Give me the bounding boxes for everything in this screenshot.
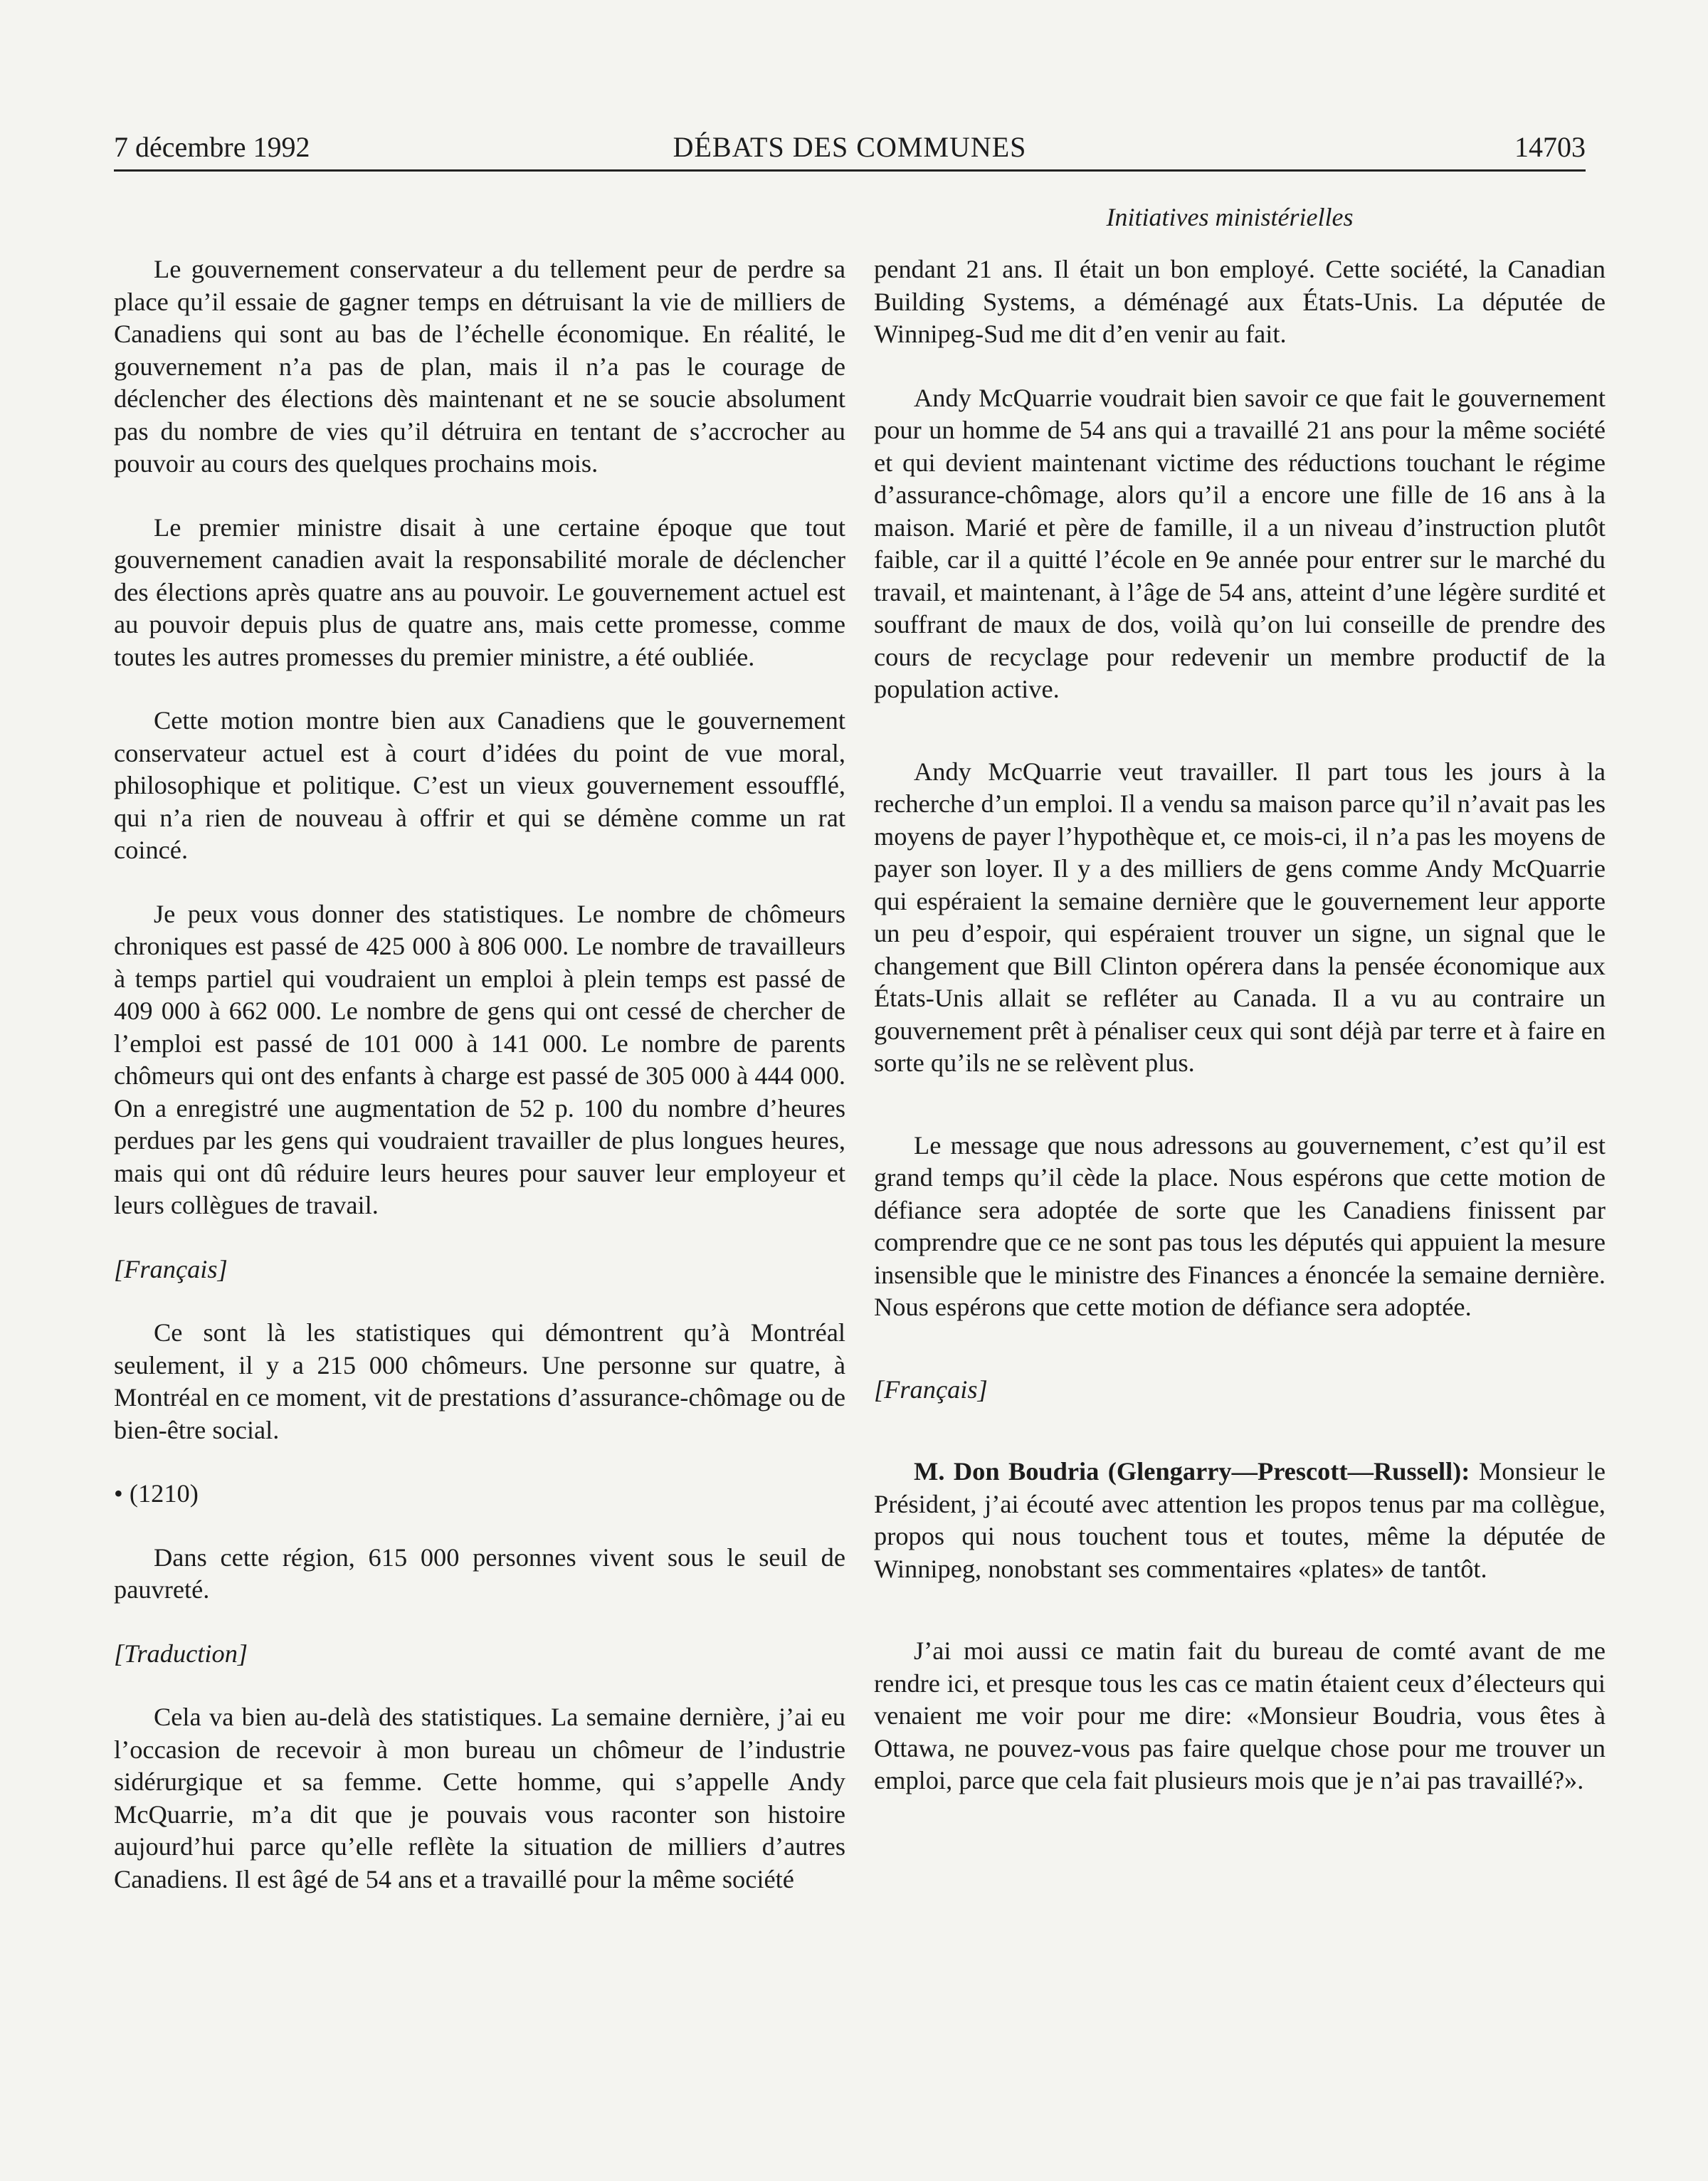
speaker-text: Monsieur le Président, j’ai écouté avec attention les propos tenus par ma collègue, propos qui nous touchent tous et toutes, même la députée de Winnipeg, nonobstant ses commentaires «plates» de tantôt. xyxy=(874,1457,1606,1583)
header-date: 7 décembre 1992 xyxy=(114,131,310,163)
speaker-paragraph xyxy=(874,1456,1606,1585)
paragraph: pendant 21 ans. Il était un bon employé. Cette société, la Canadian Building Systems, a déménagé aux États-Unis. La députée de Winnipeg-Sud me dit d’en venir au fait. xyxy=(874,255,1606,348)
paragraph: Andy McQuarrie veut travailler. Il part tous les jours à la recherche d’un emploi. Il a vendu sa maison parce qu’il n’avait pas les moyens de payer l’hypothèque et, ce mois-ci, il n’a pas les moyens de payer son loyer. Il y a des milliers de gens comme Andy McQuarrie qui espéraient la semaine dernière que le gouvernement leur apporte un peu d’espoir, qui espéraient trouver un signe, un signal que le changement que Bill Clinton opérera dans la pensée économique aux États-Unis allait se refléter au Canada. Il a vu au contraire un gouvernement prêt à pénaliser ceux qui sont déjà par terre et à faire en sorte qu’ils ne se relèvent plus. xyxy=(874,757,1606,1077)
page-header xyxy=(114,127,1586,168)
paragraph: Le premier ministre disait à une certaine époque que tout gouvernement canadien avait la responsabilité morale de déclencher des élections après quatre ans au pouvoir. Le gouvernement actuel est au pouvoir depuis plus de quatre ans, mais cette promesse, comme toutes les autres promesses du premier ministre, a été oubliée. xyxy=(114,513,845,671)
left-column xyxy=(114,253,845,1896)
paragraph: Andy McQuarrie voudrait bien savoir ce que fait le gouvernement pour un homme de 54 ans qui a travaillé 21 ans pour la même société et qui devient maintenant victime des réductions touchant le régime d’assurance-chômage, alors qu’il a encore une fille de 16 ans à la maison. Marié et père de famille, il a un niveau d’instruction plutôt faible, car il a quitté l’école en 9e année pour entrer sur le marché du travail, et maintenant, à l’âge de 54 ans, atteint d’une légère surdité et souffrant de maux de dos, voilà qu’on lui conseille de prendre des cours de recyclage pour redevenir un membre productif de la population active. xyxy=(874,383,1606,703)
paragraph: Ce sont là les statistiques qui démontrent qu’à Montréal seulement, il y a 215 000 chômeurs. Une personne sur quatre, à Montréal en ce moment, vit de prestations d’assurance-chômage ou de bien-être social. xyxy=(114,1318,845,1444)
paragraph: Le message que nous adressons au gouvernement, c’est qu’il est grand temps qu’il cède la place. Nous espérons que cette motion de défiance sera adoptée de sorte que les Canadiens finissent par comprendre que ce ne sont pas tous les députés qui appuient la mesure insensible que le ministre des Finances a énoncée la semaine dernière. Nous espérons que cette motion de défiance sera adoptée. xyxy=(874,1130,1606,1321)
language-tag: [Français] xyxy=(114,1254,228,1283)
right-column xyxy=(874,253,1606,1797)
time-mark: • (1210) xyxy=(114,1479,199,1508)
paragraph: J’ai moi aussi ce matin fait du bureau de comté avant de me rendre ici, et presque tous les cas ce matin étaient ceux d’électeurs qui venaient me voir pour me dire: «Monsieur Boudria, vous êtes à Ottawa, ne pouvez-vous pas faire quelque chose pour me trouver un emploi, parce que cela fait plusieurs mois que je n’ai pas travaillé?». xyxy=(874,1636,1606,1794)
header-page-number: 14703 xyxy=(1514,131,1586,163)
header-rule xyxy=(114,169,1586,172)
language-tag: [Français] xyxy=(874,1375,988,1404)
paragraph: Le gouvernement conservateur a du tellement peur de perdre sa place qu’il essaie de gagner temps en détruisant la vie de milliers de Canadiens qui sont au bas de l’échelle économique. En réalité, le gouvernement n’a pas de plan, mais il n’a pas le courage de déclencher des élections dès maintenant et ne se soucie absolument pas du nombre de vies qu’il détruira en tentant de s’accrocher au pouvoir au cours des quelques prochains mois. xyxy=(114,255,845,478)
paragraph: Cette motion montre bien aux Canadiens que le gouvernement conservateur actuel est à court d’idées du point de vue moral, philosophique et politique. C’est un vieux gouvernement essoufflé, qui n’a rien de nouveau à offrir et qui se démène comme un rat coincé. xyxy=(114,706,845,864)
paragraph: Cela va bien au-delà des statistiques. La semaine dernière, j’ai eu l’occasion de recevoir à mon bureau un chômeur de l’industrie sidérurgique et sa femme. Cette homme, qui s’appelle Andy McQuarrie, m’a dit que je pouvais vous raconter son histoire aujourd’hui parce qu’elle reflète la situation de milliers d’autres Canadiens. Il est âgé de 54 ans et a travaillé pour la même société xyxy=(114,1703,845,1893)
paragraph: Je peux vous donner des statistiques. Le nombre de chômeurs chroniques est passé de 425 000 à 806 000. Le nombre de travailleurs à temps partiel qui voudraient un emploi à plein temps est passé de 409 000 à 662 000. Le nombre de gens qui ont cessé de chercher de l’emploi est passé de 101 000 à 141 000. Le nombre de parents chômeurs qui ont des enfants à charge est passé de 305 000 à 444 000. On a enregistré une augmentation de 52 p. 100 du nombre d’heures perdues par les gens qui voudraient travailler de plus longues heures, mais qui ont dû réduire leurs heures pour sauver leur employeur et leurs collègues de travail. xyxy=(114,899,845,1219)
running-head: Initiatives ministérielles xyxy=(1106,203,1354,231)
language-tag: [Traduction] xyxy=(114,1639,248,1668)
paragraph: Dans cette région, 615 000 personnes vivent sous le seuil de pauvreté. xyxy=(114,1543,845,1604)
header-title: DÉBATS DES COMMUNES xyxy=(673,131,1027,163)
speaker-name: M. Don Boudria (Glengarry—Prescott—Russell): xyxy=(914,1457,1470,1486)
